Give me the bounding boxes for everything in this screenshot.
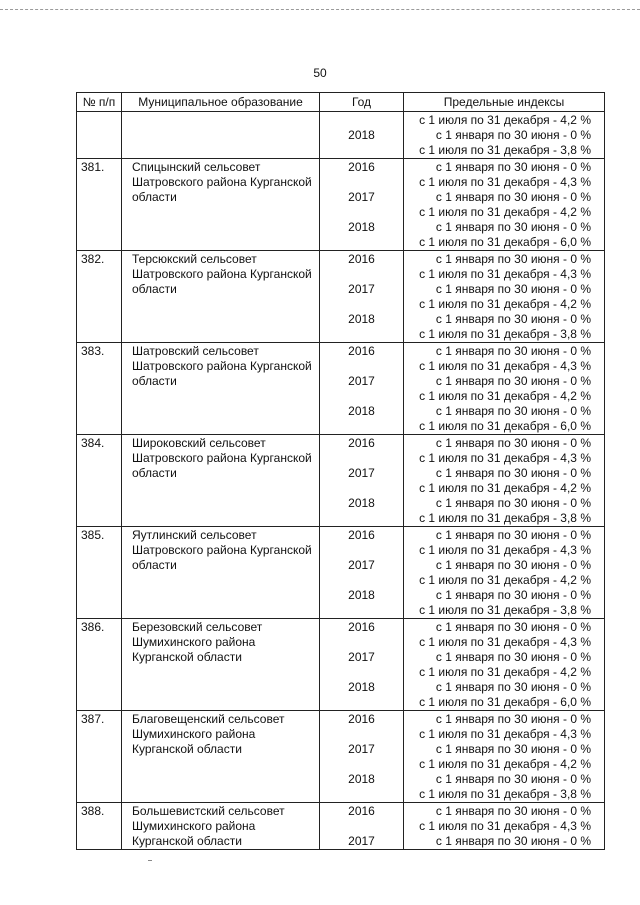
cell-year <box>320 112 404 159</box>
cell-municipality: Терсюкский сельсовет Шатровского района Курганской области <box>122 251 320 343</box>
scan-artifact <box>148 860 152 861</box>
index-line: с 1 июля по 31 декабря - 4,2 % <box>419 297 591 311</box>
index-line: с 1 июля по 31 декабря - 3,8 % <box>419 327 591 341</box>
index-line: с 1 января по 30 июня - 0 % <box>435 436 591 450</box>
index-line: с 1 июля по 31 декабря - 4,3 % <box>419 267 591 281</box>
year-value: 2018 <box>348 404 375 418</box>
index-line: с 1 июля по 31 декабря - 4,2 % <box>419 665 591 679</box>
year-value: 2017 <box>348 558 375 572</box>
year-value: 2016 <box>348 160 375 174</box>
continuation-row <box>77 112 605 159</box>
table-header-row <box>77 93 605 112</box>
index-line: с 1 января по 30 июня - 0 % <box>435 282 591 296</box>
index-line: с 1 июля по 31 декабря - 3,8 % <box>419 603 591 617</box>
year-value: 2018 <box>348 312 375 326</box>
cell-municipality: Шатровский сельсовет Шатровского района Курганской области <box>122 343 320 435</box>
index-line: с 1 января по 30 июня - 0 % <box>435 528 591 542</box>
index-line: с 1 июля по 31 декабря - 4,2 % <box>419 389 591 403</box>
index-line: с 1 июля по 31 декабря - 3,8 % <box>419 143 591 157</box>
cell-municipality <box>122 112 320 159</box>
index-line: с 1 июля по 31 декабря - 4,2 % <box>419 573 591 587</box>
cell-municipality: Яутлинский сельсовет Шатровского района Курганской области <box>122 527 320 619</box>
index-line: с 1 января по 30 июня - 0 % <box>435 650 591 664</box>
table-row <box>77 803 605 850</box>
cell-num: 387. <box>77 711 122 803</box>
cell-year <box>320 803 404 850</box>
indices-table <box>76 92 605 850</box>
year-value: 2016 <box>348 620 375 634</box>
cell-num: 384. <box>77 435 122 527</box>
cell-indices <box>404 251 605 343</box>
year-value: 2016 <box>348 804 375 818</box>
year-value: 2018 <box>348 220 375 234</box>
cell-indices <box>404 435 605 527</box>
index-line: с 1 июля по 31 декабря - 4,3 % <box>419 635 591 649</box>
year-value: 2017 <box>348 742 375 756</box>
index-line: с 1 июля по 31 декабря - 3,8 % <box>419 511 591 525</box>
index-line: с 1 января по 30 июня - 0 % <box>435 620 591 634</box>
cell-year <box>320 619 404 711</box>
index-line: с 1 июля по 31 декабря - 3,8 % <box>419 787 591 801</box>
index-line: с 1 января по 30 июня - 0 % <box>435 742 591 756</box>
index-line: с 1 июля по 31 декабря - 4,3 % <box>419 543 591 557</box>
year-value: 2017 <box>348 190 375 204</box>
index-line: с 1 января по 30 июня - 0 % <box>435 834 591 848</box>
cell-indices <box>404 112 605 159</box>
table-row <box>77 711 605 803</box>
table-row <box>77 619 605 711</box>
index-line: с 1 июля по 31 декабря - 6,0 % <box>419 419 591 433</box>
year-value: 2018 <box>348 772 375 786</box>
cell-year <box>320 711 404 803</box>
year-value: 2017 <box>348 466 375 480</box>
table-row <box>77 159 605 251</box>
index-line: с 1 июля по 31 декабря - 6,0 % <box>419 235 591 249</box>
header-num: № п/п <box>77 93 122 112</box>
year-value: 2016 <box>348 252 375 266</box>
cell-indices <box>404 343 605 435</box>
cell-num: 383. <box>77 343 122 435</box>
year-value: 2018 <box>348 128 375 142</box>
cell-year <box>320 251 404 343</box>
index-line: с 1 июля по 31 декабря - 4,2 % <box>419 481 591 495</box>
index-line: с 1 января по 30 июня - 0 % <box>435 712 591 726</box>
table-row <box>77 343 605 435</box>
table-row <box>77 527 605 619</box>
index-line: с 1 января по 30 июня - 0 % <box>435 680 591 694</box>
table-row <box>77 251 605 343</box>
cell-year <box>320 527 404 619</box>
cell-num: 381. <box>77 159 122 251</box>
index-line: с 1 января по 30 июня - 0 % <box>435 128 591 142</box>
index-line: с 1 января по 30 июня - 0 % <box>435 466 591 480</box>
index-line: с 1 января по 30 июня - 0 % <box>435 496 591 510</box>
header-municipality: Муниципальное образование <box>122 93 320 112</box>
index-line: с 1 июля по 31 декабря - 4,3 % <box>419 819 591 833</box>
year-value: 2016 <box>348 436 375 450</box>
table-row <box>77 435 605 527</box>
year-value: 2016 <box>348 528 375 542</box>
year-value: 2018 <box>348 680 375 694</box>
cell-num: 382. <box>77 251 122 343</box>
cell-year <box>320 435 404 527</box>
index-line: с 1 января по 30 июня - 0 % <box>435 252 591 266</box>
index-line: с 1 января по 30 июня - 0 % <box>435 558 591 572</box>
cell-year <box>320 159 404 251</box>
year-value: 2016 <box>348 344 375 358</box>
cell-num: 388. <box>77 803 122 850</box>
index-line: с 1 июля по 31 декабря - 4,3 % <box>419 175 591 189</box>
cell-indices <box>404 803 605 850</box>
cell-municipality: Благовещенский сельсовет Шумихинского района Курганской области <box>122 711 320 803</box>
index-line: с 1 января по 30 июня - 0 % <box>435 374 591 388</box>
index-line: с 1 июля по 31 декабря - 4,2 % <box>419 113 591 127</box>
index-line: с 1 января по 30 июня - 0 % <box>435 804 591 818</box>
cell-num: 385. <box>77 527 122 619</box>
year-value: 2016 <box>348 712 375 726</box>
index-line: с 1 января по 30 июня - 0 % <box>435 344 591 358</box>
cell-year <box>320 343 404 435</box>
cell-indices <box>404 619 605 711</box>
index-line: с 1 июля по 31 декабря - 4,3 % <box>419 727 591 741</box>
header-year: Год <box>320 93 404 112</box>
cell-municipality: Спицынский сельсовет Шатровского района Курганской области <box>122 159 320 251</box>
scan-edge-line <box>0 9 640 10</box>
index-line: с 1 июля по 31 декабря - 6,0 % <box>419 695 591 709</box>
header-indices: Предельные индексы <box>404 93 605 112</box>
index-line: с 1 июля по 31 декабря - 4,2 % <box>419 205 591 219</box>
page-number: 50 <box>313 66 327 80</box>
index-line: с 1 января по 30 июня - 0 % <box>435 772 591 786</box>
index-line: с 1 января по 30 июня - 0 % <box>435 190 591 204</box>
cell-num <box>77 112 122 159</box>
cell-municipality: Большевистский сельсовет Шумихинского района Курганской области <box>122 803 320 850</box>
index-line: с 1 июля по 31 декабря - 4,3 % <box>419 359 591 373</box>
year-value: 2017 <box>348 374 375 388</box>
index-line: с 1 января по 30 июня - 0 % <box>435 220 591 234</box>
cell-indices <box>404 711 605 803</box>
cell-indices <box>404 159 605 251</box>
index-line: с 1 января по 30 июня - 0 % <box>435 160 591 174</box>
cell-indices <box>404 527 605 619</box>
index-line: с 1 июля по 31 декабря - 4,3 % <box>419 451 591 465</box>
year-value: 2017 <box>348 834 375 848</box>
cell-num: 386. <box>77 619 122 711</box>
cell-municipality: Березовский сельсовет Шумихинского района Курганской области <box>122 619 320 711</box>
cell-municipality: Широковский сельсовет Шатровского района Курганской области <box>122 435 320 527</box>
index-line: с 1 января по 30 июня - 0 % <box>435 404 591 418</box>
index-line: с 1 января по 30 июня - 0 % <box>435 312 591 326</box>
index-line: с 1 января по 30 июня - 0 % <box>435 588 591 602</box>
index-line: с 1 июля по 31 декабря - 4,2 % <box>419 757 591 771</box>
year-value: 2017 <box>348 282 375 296</box>
year-value: 2018 <box>348 496 375 510</box>
year-value: 2017 <box>348 650 375 664</box>
year-value: 2018 <box>348 588 375 602</box>
